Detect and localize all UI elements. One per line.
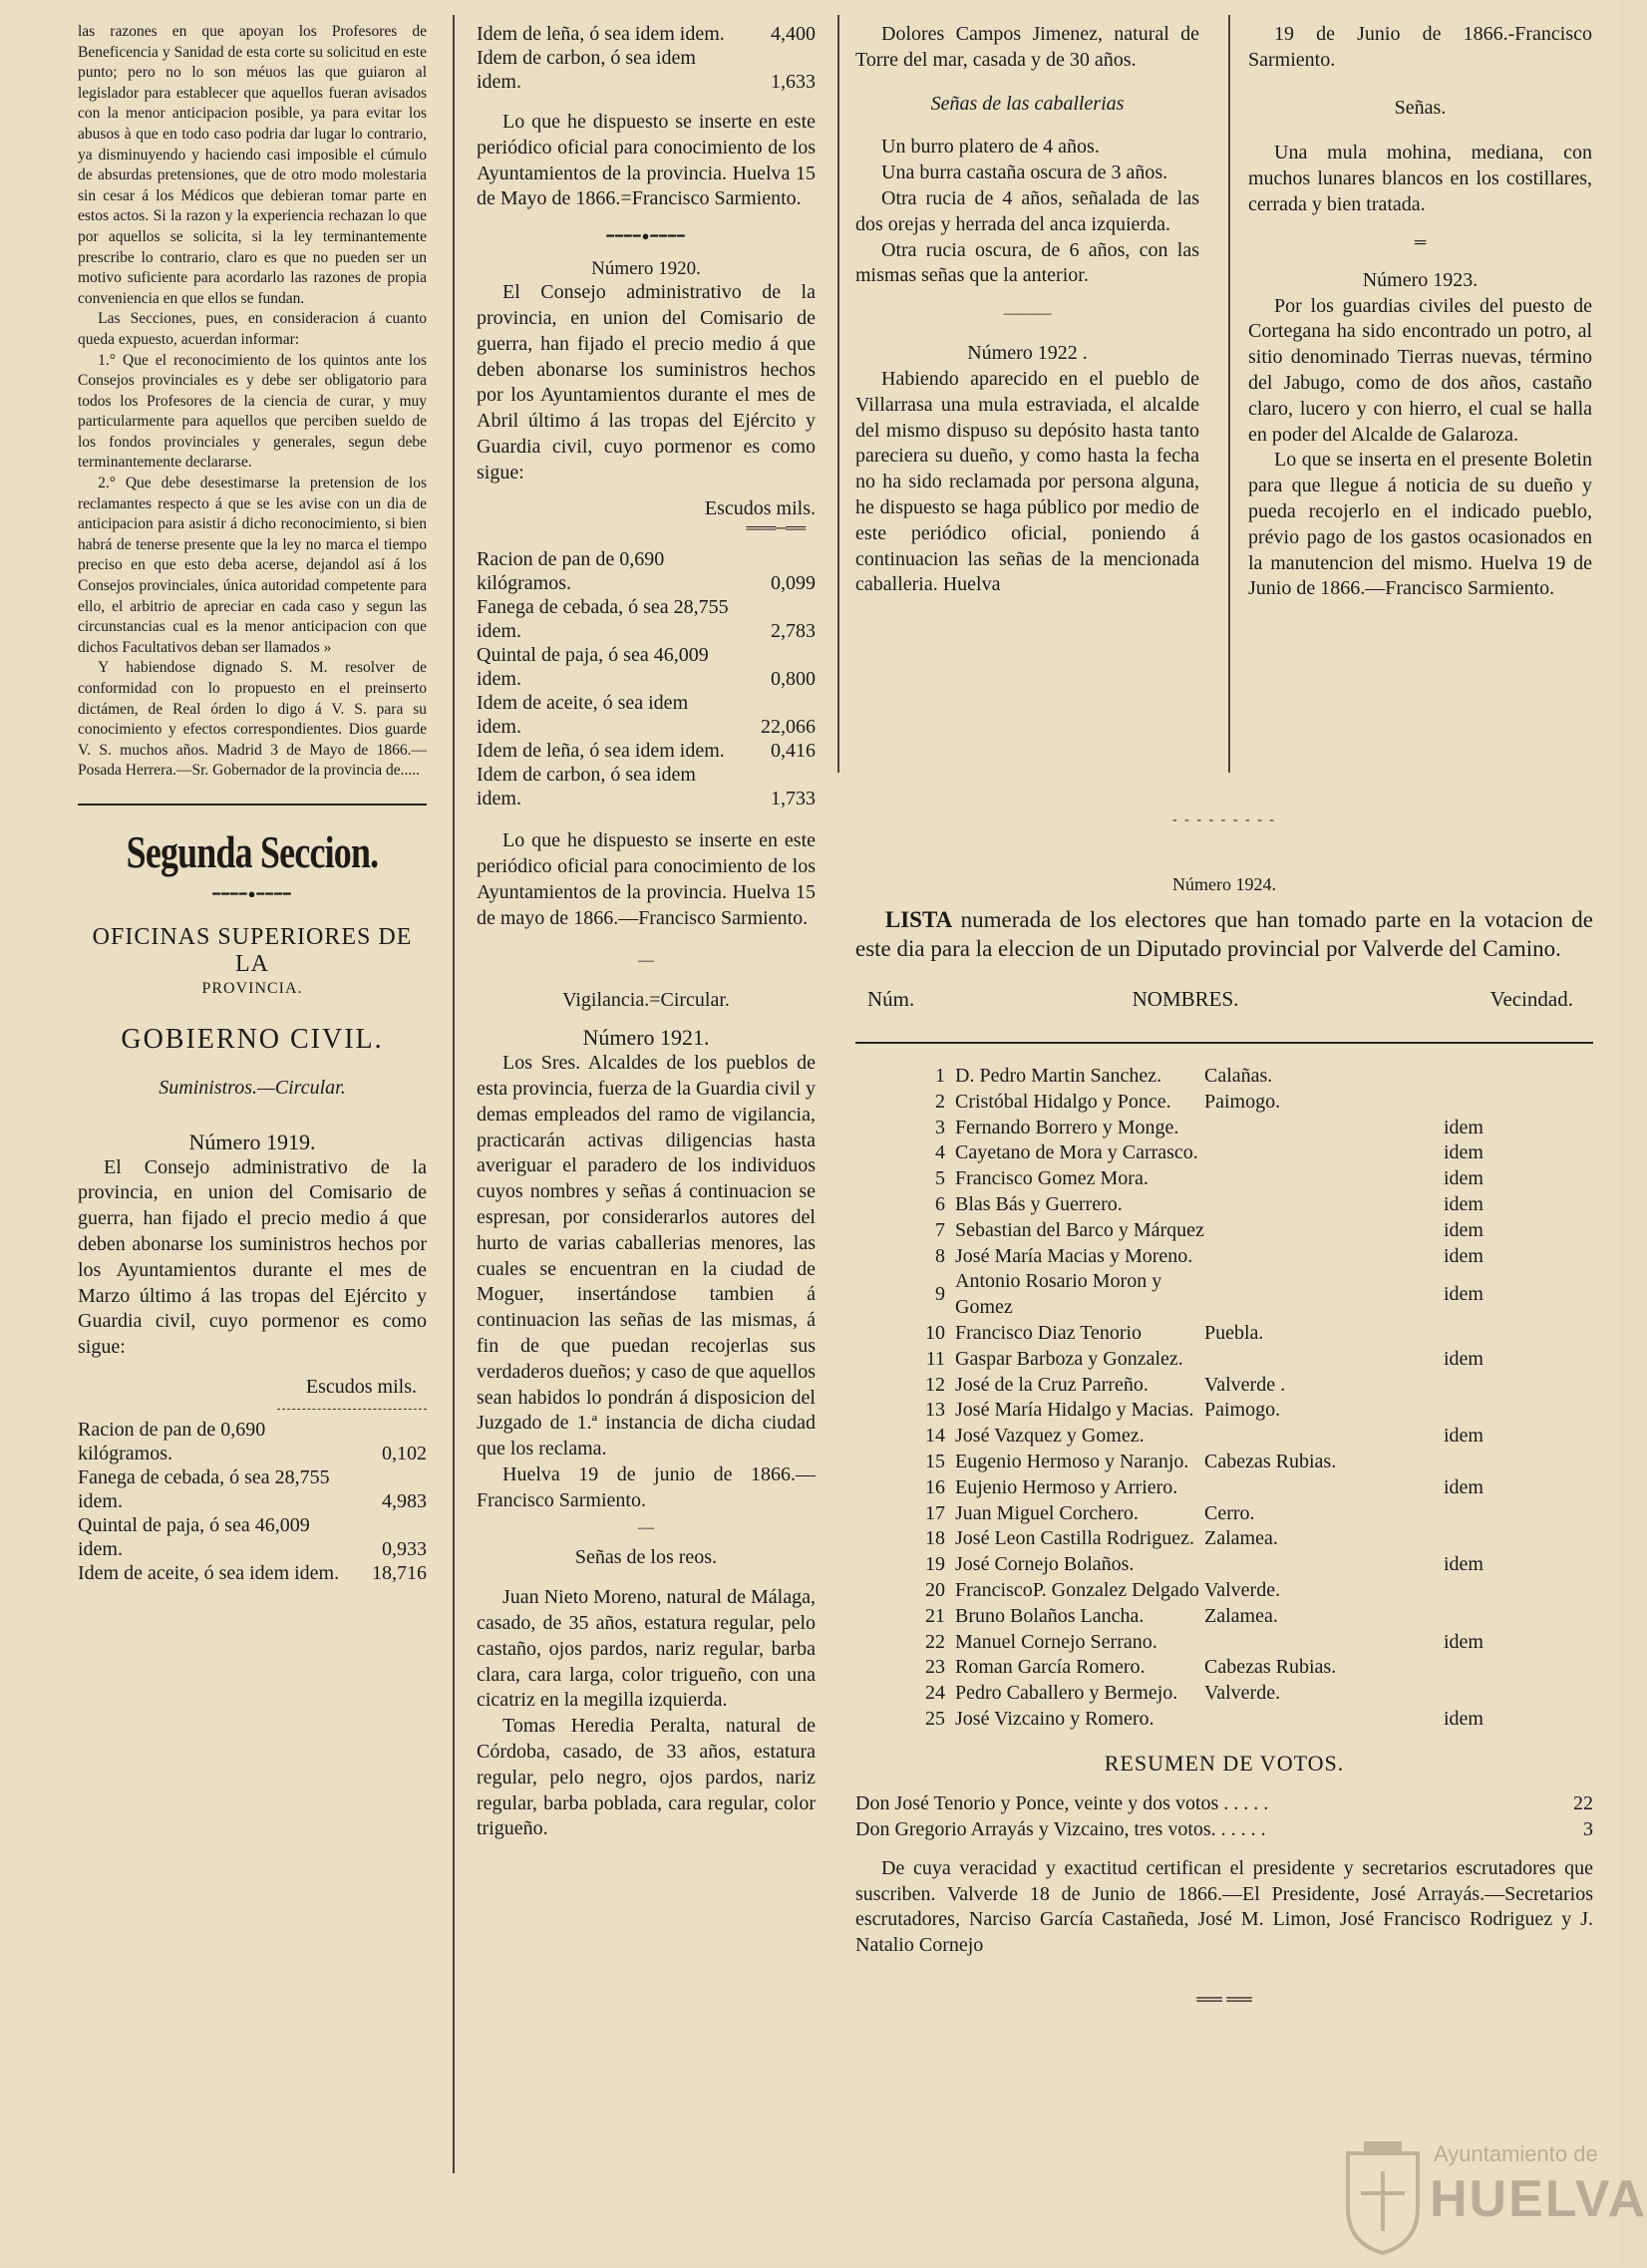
header-num: Núm. xyxy=(867,987,915,1011)
paragraph: las razones en que apoyan los Profesores de Beneficencia y Sanidad de esta corte su solicitud en este punto; pero no lo son méuos las que guiaron al legislador para establecer que aquellos fueran avisados con la menor anticipacion posible, ya para evitar los abusos à que en todo caso podria dar lugar lo contrario, ya disminuyendo y haciendo casi imposible el cúmulo de absurdas pretensiones, que de otro modo molestaria sin cesar á los Médicos que debieran tomar parte en estos actos. Si la razon y la experiencia rechazan lo que por aquellos se solicita, si la ley terminantemente prescribe lo contrario, claro es que no pueden ser un motivo suficiente para acordarlo las razones de propia conveniencia en que ellos se fundan. xyxy=(78,23,427,307)
column-1 xyxy=(78,22,427,1585)
elector-row xyxy=(855,1552,1593,1578)
heading: Vigilancia.=Circular. xyxy=(562,988,730,1011)
item-label: Quintal de paja, ó sea 46,009 idem. xyxy=(477,644,709,691)
list-title-lista: LISTA xyxy=(884,907,953,932)
elector-idem: idem xyxy=(1444,1630,1483,1653)
elector-number: 10 xyxy=(925,1321,945,1344)
elector-name: Pedro Caballero y Bermejo. xyxy=(955,1682,1178,1705)
table-row xyxy=(477,547,816,595)
elector-row xyxy=(855,1655,1593,1681)
notice-number: Número 1922 . xyxy=(967,342,1088,365)
item-label: Idem de leña, ó sea idem idem. xyxy=(477,740,725,763)
item-label: Idem de aceite, ó sea idem idem. xyxy=(78,1561,340,1584)
column-2 xyxy=(477,22,816,1842)
elector-vecindad xyxy=(1204,1707,1354,1733)
divider: — xyxy=(638,1519,654,1537)
elector-name: Cristóbal Hidalgo y Ponce. xyxy=(955,1090,1171,1113)
paragraph: Los Sres. Alcaldes de los pueblos de esta provincia, fuerza de la Guardia civil y demas empleados del ramo de vigilancia, practicarán activas diligencias hasta averiguar el paradero de los individuos cuyos nombres y señas á continuacion se espresan, por considerarlos autores del hurto de varias caballerias menores, las cuales se encuentran en la ciudad de Moguer, insertándose tambien á continuacion las señas de las mismas, á fin de que puedan recojerlas sus verdaderos dueños; y caso de que aquellos sean habidos lo pondrán á disposicion del Juzgado de 1.ª instancia de dicha ciudad que los reclama. xyxy=(477,1052,816,1460)
elector-row xyxy=(855,1424,1593,1450)
table-row xyxy=(477,22,816,46)
elector-row xyxy=(855,1373,1593,1399)
table-row xyxy=(477,46,816,94)
elector-name: José María Macias y Moreno. xyxy=(955,1244,1193,1267)
elector-row xyxy=(855,1166,1593,1192)
elector-row xyxy=(855,1526,1593,1552)
elector-row xyxy=(855,1140,1593,1166)
elector-name: José Cornejo Bolaños. xyxy=(955,1553,1135,1576)
table-row xyxy=(477,691,816,739)
elector-row xyxy=(855,1347,1593,1373)
item-value: 2,783 xyxy=(771,620,816,643)
divider xyxy=(78,804,427,806)
vote-row xyxy=(855,1816,1593,1842)
divider: ══ ══ xyxy=(1196,1988,1252,2009)
table-row xyxy=(78,1418,427,1465)
item-value: 4,400 xyxy=(771,23,816,45)
item-value: 1,733 xyxy=(771,788,816,810)
elector-name: José de la Cruz Parreño. xyxy=(955,1373,1149,1396)
list-title-text: numerada de los electores que han tomado parte en la votacion de este dia para la eleccion de un Diputado provincial por Valverde del Camino. xyxy=(855,907,1593,961)
paragraph: Un burro platero de 4 años. xyxy=(881,136,1100,159)
elector-vecindad: Valverde. xyxy=(1204,1578,1281,1601)
elector-idem: idem xyxy=(1444,1116,1483,1138)
item-value: 1,633 xyxy=(771,71,816,93)
elector-vecindad: Zalamea. xyxy=(1204,1527,1278,1550)
elector-name: Antonio Rosario Moron y Gomez xyxy=(955,1270,1162,1319)
elector-row xyxy=(855,1630,1593,1656)
paragraph: Una burra castaña oscura de 3 años. xyxy=(881,162,1168,184)
vote-count: 3 xyxy=(1583,1817,1593,1840)
elector-row xyxy=(855,1398,1593,1424)
vote-candidate: Don Gregorio Arrayás y Vizcaino, tres votos. . . . . . xyxy=(855,1817,1266,1840)
elector-idem xyxy=(1354,1501,1593,1527)
paragraph: Tomas Heredia Peralta, natural de Córdoba, casado, de 33 años, estatura regular, pelo negro, ojos pardos, nariz regular, barba poblada, cara regular, color trigueño. xyxy=(477,1715,816,1840)
elector-vecindad xyxy=(1204,1424,1354,1450)
elector-idem: idem xyxy=(1444,1192,1483,1215)
elector-number: 17 xyxy=(925,1501,945,1524)
notice-number: Número 1921. xyxy=(582,1025,710,1051)
item-label: Idem de aceite, ó sea idem idem. xyxy=(477,692,689,739)
item-value: 4,983 xyxy=(382,1489,427,1512)
vote-row xyxy=(855,1790,1593,1816)
huelva-watermark-logo xyxy=(1326,2123,1647,2263)
elector-idem: idem xyxy=(1444,1244,1483,1267)
divider: ——— xyxy=(1003,305,1052,323)
elector-idem: idem xyxy=(1444,1425,1483,1448)
elector-row xyxy=(855,1192,1593,1218)
item-label: Idem de carbon, ó sea idem idem. xyxy=(477,764,696,810)
paragraph: 1.° Que el reconocimiento de los quintos ante los Consejos provinciales es y debe ser obligatorio para todos los Profesores de la ciencia de curar, y muy particularmente para aquellos que perciben sueldo de los fondos provinciales y generales, segun debe terminantemente declararse. xyxy=(78,351,427,472)
watermark-line1: Ayuntamiento de xyxy=(1434,2141,1598,2166)
section-title: Segunda Seccion. xyxy=(126,825,379,877)
heading: RESUMEN DE VOTOS. xyxy=(1104,1750,1345,1776)
elector-vecindad xyxy=(1204,1347,1354,1373)
elector-vecindad: Valverde . xyxy=(1204,1373,1286,1396)
item-label: Fanega de cebada, ó sea 28,755 idem. xyxy=(477,596,729,643)
table-row xyxy=(78,1561,427,1585)
column-header: Escudos mils. xyxy=(305,1375,417,1398)
elector-row xyxy=(855,1604,1593,1630)
paragraph: Juan Nieto Moreno, natural de Málaga, casado, de 35 años, estatura regular, pelo castaño, ojos pardos, nariz regular, barba clara, cara larga, color trigueño, con una cicatriz en la megilla izquierda. xyxy=(477,1586,816,1712)
elector-name: Cayetano de Mora y Carrasco. xyxy=(955,1141,1198,1164)
divider: ═ xyxy=(1414,233,1427,251)
elector-row xyxy=(855,1681,1593,1707)
elector-row xyxy=(855,1450,1593,1475)
elector-name: Eugenio Hermoso y Naranjo. xyxy=(955,1450,1189,1472)
elector-number: 9 xyxy=(935,1283,945,1306)
elector-name: Francisco Gomez Mora. xyxy=(955,1167,1149,1190)
elector-idem xyxy=(1354,1398,1593,1424)
subheading: Señas de las caballerias xyxy=(930,92,1125,115)
elector-number: 5 xyxy=(935,1167,945,1190)
elector-number: 22 xyxy=(925,1630,945,1653)
elector-number: 14 xyxy=(925,1425,945,1448)
elector-vecindad xyxy=(1204,1269,1354,1321)
heading: GOBIERNO CIVIL. xyxy=(121,1023,384,1055)
elector-row xyxy=(855,1116,1593,1141)
item-label: Idem de carbon, ó sea idem idem. xyxy=(477,47,696,93)
elector-number: 12 xyxy=(925,1373,945,1396)
electors-list xyxy=(855,812,1593,2010)
paragraph: Otra rucia oscura, de 6 años, con las mismas señas que la anterior. xyxy=(855,238,1199,287)
elector-number: 8 xyxy=(935,1244,945,1267)
divider: ═══─══ xyxy=(746,521,806,537)
elector-number: 24 xyxy=(925,1682,945,1705)
elector-name: José Vizcaino y Romero. xyxy=(955,1707,1154,1730)
elector-name: Eujenio Hermoso y Arriero. xyxy=(955,1475,1178,1498)
elector-idem xyxy=(1354,1450,1593,1475)
notice-number: Número 1924. xyxy=(1172,874,1276,894)
elector-idem xyxy=(1354,1655,1593,1681)
item-value: 18,716 xyxy=(372,1561,427,1584)
divider xyxy=(277,1409,427,1410)
paragraph: De cuya veracidad y exactitud certifican el presidente y secretarios escrutadores que suscriben. Valverde 18 de Junio de 1866.—El Presidente, José Arrayás.—Secretarios escrutadores, Narciso García Castañeda, José M. Limon, José Francisco Rodriguez y J. Natalio Cornejo xyxy=(855,1856,1593,1957)
elector-name: José María Hidalgo y Macias. xyxy=(955,1399,1194,1422)
elector-vecindad xyxy=(1204,1140,1354,1166)
column-header: Escudos mils. xyxy=(704,496,816,519)
elector-idem xyxy=(1354,1578,1593,1604)
paragraph: Y habiendose dignado S. M. resolver de conformidad con lo propuesto en el preinserto dictámen, de Real órden lo digo á V. S. para su conocimiento y efectos correspondientes. Dios guarde V. S. muchos años. Madrid 3 de Mayo de 1866.—Posada Herrera.—Sr. Gobernador de la provincia de..... xyxy=(78,659,427,780)
elector-row xyxy=(855,1218,1593,1244)
vote-candidate: Don José Tenorio y Ponce, veinte y dos votos . . . . . xyxy=(855,1791,1269,1814)
votes-summary xyxy=(855,1790,1593,1842)
divider xyxy=(855,1042,1593,1044)
table-row xyxy=(477,739,816,763)
paragraph: 19 de Junio de 1866.-Francisco Sarmiento. xyxy=(1248,23,1592,71)
watermark-line2: HUELVA xyxy=(1430,2170,1647,2228)
elector-vecindad: Cerro. xyxy=(1204,1501,1255,1524)
elector-name: José Vazquez y Gomez. xyxy=(955,1425,1145,1448)
elector-number: 7 xyxy=(935,1218,945,1241)
elector-idem: idem xyxy=(1444,1553,1483,1576)
paragraph: Habiendo aparecido en el pueblo de Villarrasa una mula estraviada, el alcalde del mismo dispuso su depósito hasta tanto pareciera su dueño, y como hasta la fecha no ha sido reclamada por persona alguna, he dispuesto se haga público por medio de este periódico oficial, poniendo á continuacion las señas de la mencionada caballeria. Huelva xyxy=(855,367,1199,596)
elector-row xyxy=(855,1269,1593,1321)
table-row xyxy=(477,595,816,643)
paragraph: 2.° Que debe desestimarse la pretension de los reclamantes respecto á que se les avise con un dia de anticipacion para asistir á dicho reconocimiento, si bien habrá de tenerse presente que la ley no marca el tiempo preciso en que esto deba acerse, dejandol así á los Consejos provinciales, única autoridad competente para ello, el arbitrio de apreciar en cada caso y segun las circunstancias cual es la menor anticipacion con que dichos Facultativos deban ser llamados » xyxy=(78,475,427,656)
elector-row xyxy=(855,1064,1593,1090)
item-label: Quintal de paja, ó sea 46,009 idem. xyxy=(78,1513,310,1560)
item-value: 0,933 xyxy=(382,1537,427,1560)
elector-vecindad: Cabezas Rubias. xyxy=(1204,1450,1337,1472)
paragraph: Por los guardias civiles del puesto de Cortegana ha sido encontrado un potro, al sitio denominado Tierras nuevas, término del Jabugo, como de dos años, castaño claro, lucero y con hierro, el cual se halla en poder del Alcalde de Galaroza. xyxy=(1248,294,1592,446)
elector-vecindad xyxy=(1204,1552,1354,1578)
notice-number: Número 1919. xyxy=(188,1129,316,1154)
notice-number: Número 1923. xyxy=(1362,268,1479,291)
elector-number: 19 xyxy=(925,1553,945,1576)
elector-vecindad: Puebla. xyxy=(1204,1321,1264,1344)
elector-idem xyxy=(1354,1090,1593,1116)
elector-vecindad: Paimogo. xyxy=(1204,1090,1281,1113)
elector-idem: idem xyxy=(1444,1475,1483,1498)
elector-name: Manuel Cornejo Serrano. xyxy=(955,1630,1157,1653)
table-row xyxy=(78,1465,427,1513)
elector-name: Francisco Diaz Tenorio xyxy=(955,1321,1143,1344)
notice-number: Número 1920. xyxy=(591,258,701,280)
heading: OFICINAS SUPERIORES DE LA xyxy=(92,923,413,977)
paragraph: El Consejo administrativo de la provincia, en union del Comisario de guerra, han fijado el precio medio á que deben abonarse los suministros hechos por los Ayuntamientos durante el mes de Abril último á las tropas del Ejército y Guardia civil, cuyo pormenor es como sigue: xyxy=(477,281,816,484)
elector-number: 4 xyxy=(935,1141,945,1164)
list-header xyxy=(855,987,1593,1012)
elector-name: D. Pedro Martin Sanchez. xyxy=(955,1065,1162,1087)
divider: — xyxy=(638,951,654,969)
elector-number: 11 xyxy=(925,1347,945,1370)
subheading: Señas de los reos. xyxy=(574,1546,718,1569)
price-table xyxy=(477,22,816,94)
elector-number: 6 xyxy=(935,1192,945,1215)
elector-name: José Leon Castilla Rodriguez. xyxy=(955,1527,1194,1550)
header-nombres: NOMBRES. xyxy=(1132,987,1239,1011)
elector-row xyxy=(855,1475,1593,1501)
elector-number: 23 xyxy=(925,1656,945,1679)
vote-count: 22 xyxy=(1573,1791,1593,1814)
elector-number: 20 xyxy=(925,1578,945,1601)
elector-vecindad xyxy=(1204,1218,1354,1244)
item-value: 22,066 xyxy=(761,716,816,739)
elector-vecindad: Cabezas Rubias. xyxy=(1204,1656,1337,1679)
elector-idem: idem xyxy=(1444,1347,1483,1370)
elector-idem xyxy=(1354,1681,1593,1707)
elector-name: Fernando Borrero y Monge. xyxy=(955,1116,1179,1138)
paragraph: Huelva 19 de junio de 1866.—Francisco Sarmiento. xyxy=(477,1462,816,1511)
elector-row xyxy=(855,1707,1593,1733)
elector-number: 3 xyxy=(935,1116,945,1138)
elector-vecindad xyxy=(1204,1630,1354,1656)
item-value: 0,416 xyxy=(771,740,816,763)
item-label: Fanega de cebada, ó sea 28,755 idem. xyxy=(78,1465,330,1512)
elector-idem xyxy=(1354,1604,1593,1630)
paragraph: Lo que se inserta en el presente Boletin para que llegue á noticia de su dueño y pueda recojerlo en el indicado pueblo, prévio pago de los gastos ocasionados en la manutencion del mismo. Huelva 19 de Junio de 1866.—Francisco Sarmiento. xyxy=(1248,449,1592,600)
column-rule xyxy=(837,15,839,773)
elector-number: 16 xyxy=(925,1475,945,1498)
elector-idem xyxy=(1354,1321,1593,1347)
elector-idem xyxy=(1354,1064,1593,1090)
table-row xyxy=(477,763,816,810)
elector-vecindad xyxy=(1204,1116,1354,1141)
elector-vecindad xyxy=(1204,1166,1354,1192)
price-table xyxy=(78,1418,427,1585)
elector-number: 21 xyxy=(925,1604,945,1627)
elector-idem: idem xyxy=(1444,1218,1483,1241)
elector-idem xyxy=(1354,1526,1593,1552)
elector-idem: idem xyxy=(1444,1167,1483,1190)
elector-name: Gaspar Barboza y Gonzalez. xyxy=(955,1347,1183,1370)
elector-row xyxy=(855,1244,1593,1270)
elector-number: 15 xyxy=(925,1450,945,1472)
elector-number: 13 xyxy=(925,1399,945,1422)
column-rule xyxy=(453,15,455,2173)
elector-number: 1 xyxy=(935,1065,945,1087)
elector-idem xyxy=(1354,1373,1593,1399)
subheading: Suministros.—Circular. xyxy=(159,1076,346,1099)
divider: - - - - - - - - - xyxy=(1172,812,1276,827)
elector-vecindad: Valverde. xyxy=(1204,1682,1281,1705)
elector-number: 18 xyxy=(925,1527,945,1550)
elector-row xyxy=(855,1578,1593,1604)
column-4 xyxy=(1248,22,1592,602)
item-label: Idem de leña, ó sea idem idem. xyxy=(477,23,725,45)
column-rule xyxy=(1228,15,1230,773)
item-value: 0,099 xyxy=(771,572,816,595)
paragraph: Las Secciones, pues, en consideracion á cuanto queda expuesto, acuerdan informar: xyxy=(78,310,427,348)
elector-idem: idem xyxy=(1444,1707,1483,1730)
price-table xyxy=(477,547,816,810)
elector-name: FranciscoP. Gonzalez Delgado xyxy=(955,1578,1199,1601)
elector-vecindad xyxy=(1204,1192,1354,1218)
elector-name: Roman García Romero. xyxy=(955,1656,1146,1679)
elector-number: 25 xyxy=(925,1707,945,1730)
item-label: Racion de pan de 0,690 kilógramos. xyxy=(78,1418,266,1464)
ornament: ━━━━●━━━━ xyxy=(212,885,292,901)
subheading: PROVINCIA. xyxy=(201,979,303,997)
elector-vecindad: Calañas. xyxy=(1204,1065,1273,1087)
elector-row xyxy=(855,1321,1593,1347)
elector-name: Sebastian del Barco y Márquez xyxy=(955,1218,1204,1241)
header-vecindad: Vecindad. xyxy=(1489,987,1573,1011)
paragraph: Dolores Campos Jimenez, natural de Torre del mar, casada y de 30 años. xyxy=(855,23,1199,71)
elector-row xyxy=(855,1501,1593,1527)
list-title xyxy=(855,905,1593,963)
elector-vecindad xyxy=(1204,1244,1354,1270)
elector-name: Blas Bás y Guerrero. xyxy=(955,1192,1123,1215)
elector-idem: idem xyxy=(1444,1283,1483,1306)
elector-number: 2 xyxy=(935,1090,945,1113)
elector-row xyxy=(855,1090,1593,1116)
ornament: ━━━━●━━━━ xyxy=(606,228,686,244)
table-row xyxy=(78,1513,427,1561)
elector-vecindad: Paimogo. xyxy=(1204,1399,1281,1422)
elector-idem: idem xyxy=(1444,1141,1483,1164)
elector-vecindad: Zalamea. xyxy=(1204,1604,1278,1627)
table-row xyxy=(477,643,816,691)
item-label: Racion de pan de 0,690 kilógramos. xyxy=(477,548,665,595)
paragraph: El Consejo administrativo de la provincia, en union del Comisario de guerra, han fijado el precio medio á que deben abonarse los suministros hechos por los Ayuntamientos durante el mes de Marzo último á las tropas del Ejército y Guardia civil, cuyo pormenor es como sigue: xyxy=(78,1155,427,1359)
elector-name: Juan Miguel Corchero. xyxy=(955,1501,1139,1524)
elector-vecindad xyxy=(1204,1475,1354,1501)
elector-name: Bruno Bolaños Lancha. xyxy=(955,1604,1145,1627)
item-value: 0,102 xyxy=(382,1442,427,1464)
item-value: 0,800 xyxy=(771,668,816,691)
column-3 xyxy=(855,22,1199,598)
paragraph: Lo que he dispuesto se inserte en este periódico oficial para conocimiento de los Ayuntamientos de la provincia. Huelva 15 de Mayo de 1866.=Francisco Sarmiento. xyxy=(477,111,816,210)
subheading: Señas. xyxy=(1394,96,1447,119)
electors-table xyxy=(855,1064,1593,1733)
paragraph: Otra rucia de 4 años, señalada de las dos orejas y herrada del anca izquierda. xyxy=(855,186,1199,235)
paragraph: Una mula mohina, mediana, con muchos lunares blancos en los costillares, cerrada y bien tratada. xyxy=(1248,142,1592,215)
paragraph: Lo que he dispuesto se inserte en este periódico oficial para conocimiento de los Ayuntamientos de la provincia. Huelva 15 de mayo de 1866.—Francisco Sarmiento. xyxy=(477,829,816,929)
